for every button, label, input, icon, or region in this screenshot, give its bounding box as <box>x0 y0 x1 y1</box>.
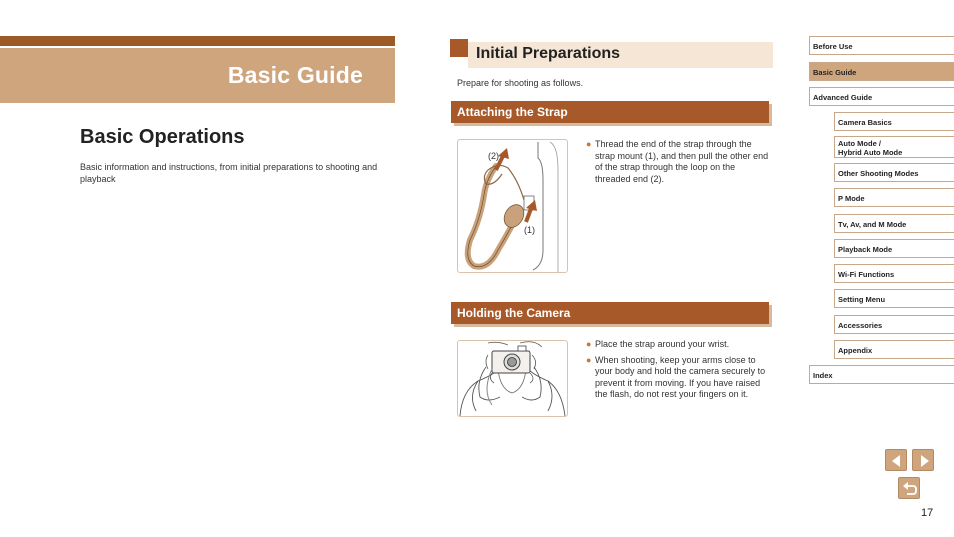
page-number: 17 <box>921 507 934 519</box>
section-marker <box>450 39 468 57</box>
triangle-left-icon <box>886 450 908 472</box>
subsection-heading-strap <box>451 101 769 123</box>
bullet-icon: ● <box>586 139 592 149</box>
header-dark-band <box>0 36 395 46</box>
list-item: ● Thread the end of the strap through the strap mount (1), and then pull the other end of the strap through the loop on the threaded end (2). <box>586 139 769 184</box>
strap-label-1: (1) <box>524 225 535 235</box>
strap-drawing <box>458 140 567 272</box>
strap-illustration <box>457 139 568 273</box>
nav-basic-guide[interactable]: Basic Guide <box>809 62 954 81</box>
bullet-icon: ● <box>586 339 592 349</box>
page-description: Basic information and instructions, from initial preparations to shooting and playback <box>80 162 378 184</box>
nav-advanced-guide[interactable]: Advanced Guide <box>809 87 954 106</box>
holding-instructions <box>586 339 772 405</box>
nav-p-mode[interactable]: P Mode <box>834 188 954 207</box>
nav-accessories[interactable]: Accessories <box>834 315 954 334</box>
section-intro: Prepare for shooting as follows. <box>457 78 584 88</box>
nav-playback-mode[interactable]: Playback Mode <box>834 239 954 258</box>
nav-before-use[interactable]: Before Use <box>809 36 954 55</box>
nav-appendix[interactable]: Appendix <box>834 340 954 359</box>
list-item: ● Place the strap around your wrist. <box>586 339 730 349</box>
guide-title: Basic Guide <box>227 62 363 88</box>
nav-setting-menu[interactable]: Setting Menu <box>834 289 954 308</box>
nav-index[interactable]: Index <box>809 365 954 384</box>
strap-instructions <box>586 139 772 189</box>
next-page-button[interactable] <box>912 449 934 471</box>
holding-drawing <box>458 341 567 416</box>
nav-auto-mode[interactable]: Auto Mode / Hybrid Auto Mode <box>834 136 954 158</box>
nav-tv-av-m-mode[interactable]: Tv, Av, and M Mode <box>834 214 954 233</box>
guide-title-banner <box>0 48 395 103</box>
page-title: Basic Operations <box>80 126 245 148</box>
return-arrow-icon <box>899 478 921 500</box>
subsection-heading-holding-label: Holding the Camera <box>457 306 571 320</box>
holding-illustration <box>457 340 568 417</box>
subsection-heading-strap-label: Attaching the Strap <box>457 105 568 119</box>
list-item: ● When shooting, keep your arms close to your body and hold the camera securely to prevent it from moving. If you have raised the flash, do not rest your fingers on it. <box>586 354 766 399</box>
bullet-icon: ● <box>586 354 592 365</box>
nav-other-shooting-modes[interactable]: Other Shooting Modes <box>834 163 954 182</box>
triangle-right-icon <box>913 450 935 472</box>
return-button[interactable] <box>898 477 920 499</box>
nav-camera-basics[interactable]: Camera Basics <box>834 112 954 131</box>
section-title: Initial Preparations <box>476 45 621 62</box>
strap-label-2: (2) <box>488 151 499 161</box>
nav-wifi-functions[interactable]: Wi-Fi Functions <box>834 264 954 283</box>
prev-page-button[interactable] <box>885 449 907 471</box>
subsection-heading-holding <box>451 302 769 324</box>
